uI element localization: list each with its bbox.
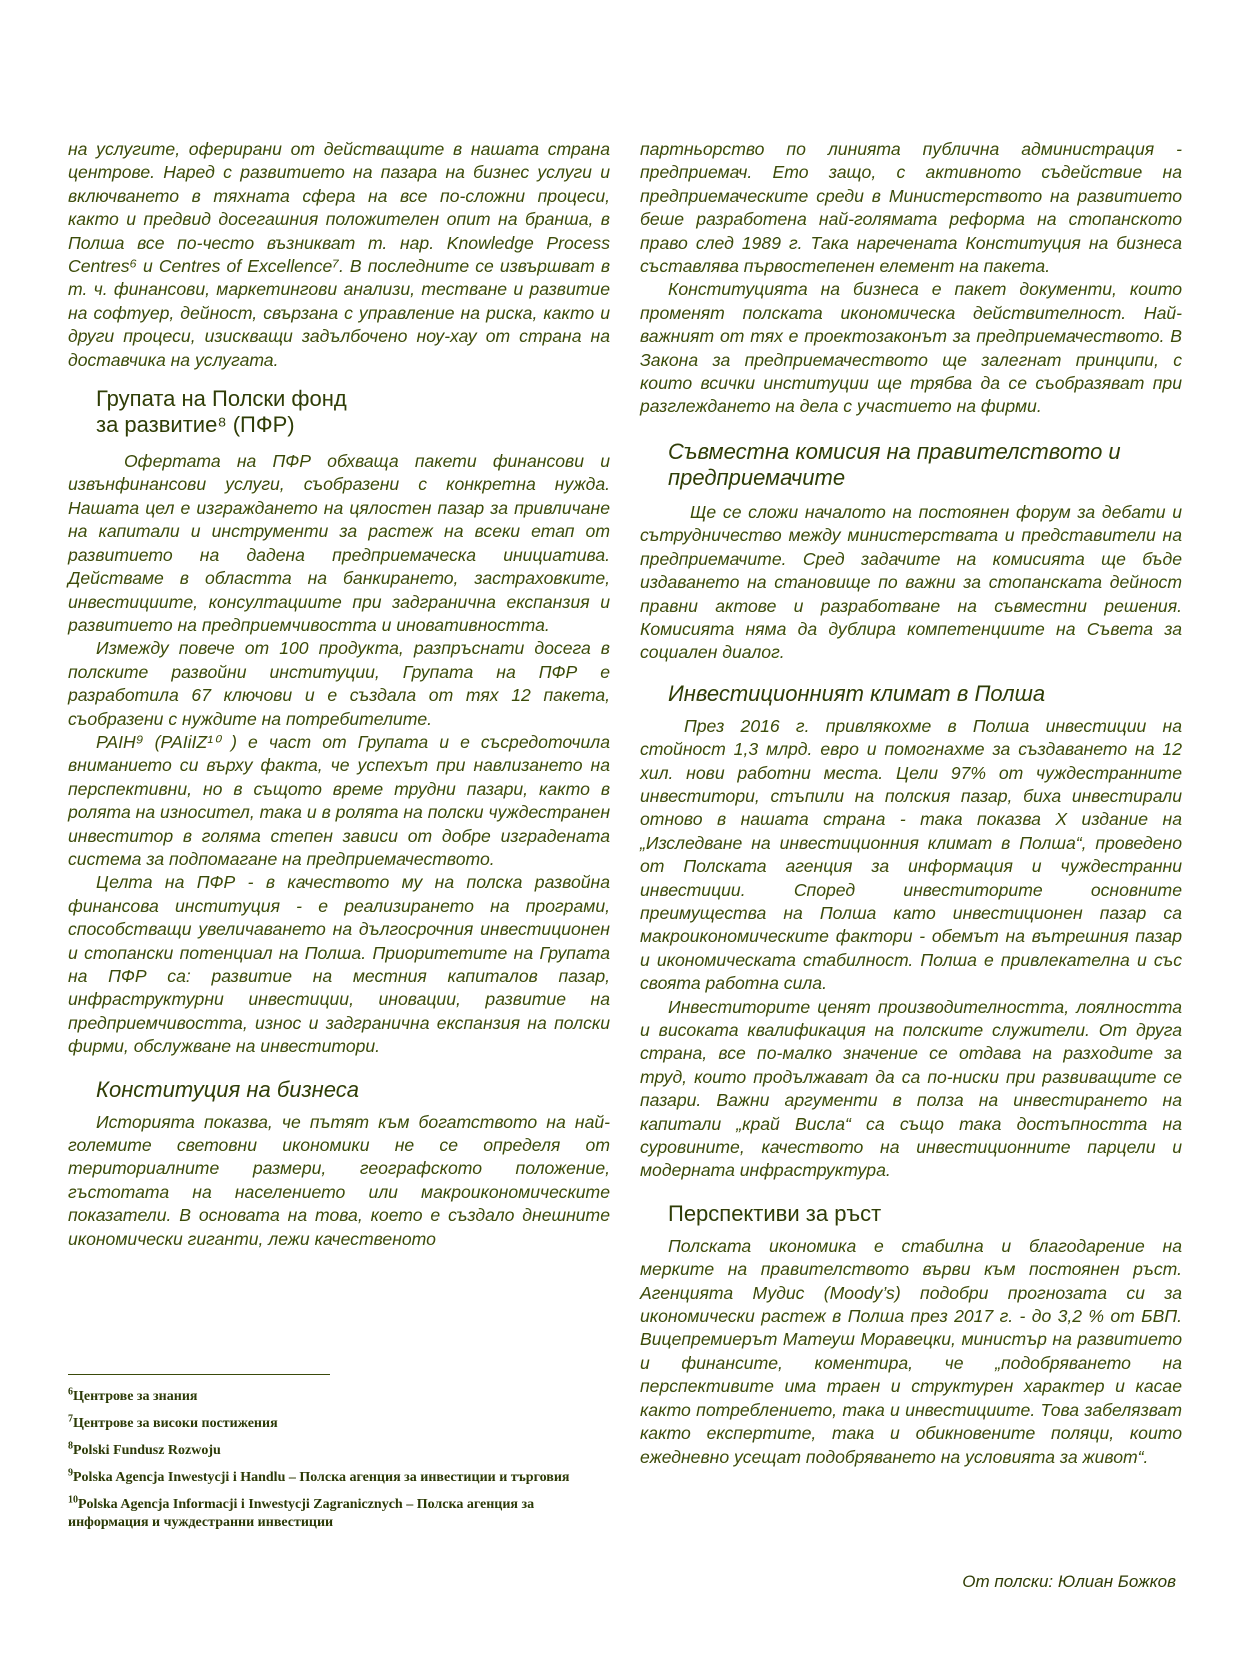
left-column xyxy=(68,138,610,1251)
section-heading-growth: Перспективи за ръст xyxy=(668,1200,882,1226)
paragraph: PAIH⁹ (PAIiIZ¹⁰ ) е част от Групата и е съсредоточила вниманието си върху факта, че успехът при навлизането на перспективни, но в същото време трудни пазари, както в ролята на износител, така и в ролята на полски чуждестранен инвеститор в голяма степен зависи от добре изградената система за подпомагане на предприемачеството. xyxy=(68,731,610,869)
paragraph: Конституцията на бизнеса е пакет документи, които променят полската икономическа действителност. Най-важният от тях е проектозаконът за предприемачеството. В Закона за предприемачеството ще залегнат принципи, с които всички институции ще трябва да се съобразяват при разглеждането на дела с участието на фирми. xyxy=(640,279,1182,417)
paragraph: Полската икономика е стабилна и благодарение на мерките на правителството върви към постоянен ръст. Агенцията Мудис (Moody’s) подобри прогнозата си за икономически растеж в Полша през 2017 г. - до 3,2 % от БВП. Вицепремиерът Матеуш Моравецки, министър на развитието и финансите, коментира, че „подобряването на перспективите има траен и структурен характер и касае както потреблението, така и инвестициите. Това забелязват както експертите, така и обикновените поляци, които ежедневно усещат подобряването на условията за живот“. xyxy=(640,1235,1182,1467)
paragraph: Историята показва, че пътят към богатството на най-големите световни икономики не се определя от териториалните размери, географското положение, гъстотата на населението или макроикономическите показатели. В основата на това, което е създало днешните икономически гиганти, лежи качественото xyxy=(68,1111,610,1249)
paragraph: партньорство по линията публична администрация - предприемач. Ето защо, с активното съдействие на предприемаческите среди в Министерството на развитието беше разработена най-голямата реформа на стопанското право след 1989 г. Така наречената Конституция на бизнеса съставлява първостепенен елемент на пакета. xyxy=(640,139,1182,277)
section-heading-investment-climate: Инвестиционният климат в Полша xyxy=(668,680,1046,706)
footnote: $^8$Polski Fundusz Rozwoju xyxy=(68,1440,221,1458)
paragraph: Измежду повече от 100 продукта, разпръснати досега в полските развойни институции, Групата на ПФР е разработила 67 ключови и е създала от тях 12 пакета, съобразени с нуждите на потребителите. xyxy=(68,638,610,729)
translator-signature: От полски: Юлиан Божков xyxy=(962,1572,1176,1591)
section-heading-commission: Съвместна комисия на правителството и предприемачите xyxy=(668,438,1121,490)
right-column xyxy=(640,138,1182,1469)
footnotes xyxy=(68,1388,618,1541)
paragraph: През 2016 г. привлякохме в Полша инвестиции на стойност 1,3 млрд. евро и помогнахме за създаването на 12 хил. нови работни места. Цели 97% от чуждестранните инвеститори, стъпили на полския пазар, биха инвестирали отново в нашата страна - така показва X издание на „Изследване на инвестиционния климат в Полша“, проведено от Полската агенция за информация и чуждестранни инвестиции. Според инвеститорите основните преимущества на Полша като инвестиционен пазар са макроикономическите фактори - обемът на вътрешния пазар и икономическата стабилност. Полша е привлекателна и със своята работна сила. xyxy=(640,715,1182,994)
paragraph: Инвеститорите ценят производителността, лоялността и високата квалификация на полските служители. От друга страна, все по-малко значение се отдава на разходите за труд, които продължават да са по-ниски при развиващите се пазари. Важни аргументи в полза на инвестирането на капитали „край Висла“ са също така достъпността на суровините, качеството на инвестиционните парцели и модерната инфраструктура. xyxy=(640,996,1182,1181)
footnote: $^9$Polska Agencja Inwestycji i Handlu – Полска агенция за инвестиции и търговия xyxy=(68,1467,570,1485)
heading-line: за развитие⁸ (ПФР) xyxy=(96,412,295,438)
paragraph: Целта на ПФР - в качеството му на полска развойна финансова институция - е реализирането на програми, способстващи увеличаването на дългосрочния инвестиционен и стопански потенциал на Полша. Приоритетите на Групата на ПФР са: развитие на местния капиталов пазар, инфраструктурни инвестиции, иновации, развитие на предприемчивостта, износ и задгранична експанзия на полски фирми, обслужване на инвеститори. xyxy=(68,872,610,1057)
footnote: $^{10}$Polska Agencja Informacji i Inwestycji Zagranicznych – Полска агенция за информация и чуждестранни инвестиции xyxy=(68,1494,535,1530)
section-heading-constitution: Конституция на бизнеса xyxy=(96,1076,360,1102)
section-heading-pfr xyxy=(96,386,610,438)
footnote-divider xyxy=(68,1374,330,1375)
heading-line: Групата на Полски фонд xyxy=(96,386,347,412)
paragraph: Ще се сложи началото на постоянен форум за дебати и сътрудничество между министерствата и представители на предприемачите. Сред задачите на комисията ще бъде издаването на становище по важни за стопанската дейност правни актове и разработване на съвместни решения. Комисията няма да дублира компетенциите на Съвета за социален диалог. xyxy=(640,501,1182,663)
footnote: $^7$Центрове за високи постижения xyxy=(68,1413,278,1431)
paragraph: на услугите, оферирани от действащите в нашата страна центрове. Наред с развитието на пазара на бизнес услуги и включването в тяхната сфера на все по-сложни процеси, както и предвид досегашния положителен опит на бранша, в Полша все по-често възникват т. нар. Knowledge Process Centres⁶ и Centres of Excellence⁷. В последните се извършват в т. ч. финансови, маркетингови анализи, тестване и развитие на софтуер, дейност, свързана с управление на риска, както и други процеси, изискващи задълбочено ноу-хау от страна на доставчика на услугата. xyxy=(68,139,610,370)
paragraph: Офертата на ПФР обхваща пакети финансови и извънфинансови услуги, съобразени с конкретна нужда. Нашата цел е изграждането на цялостен пазар за привличане на капитали и инструменти за растеж на всеки етап от развитието на дадена предприемаческа инициатива. Действаме в областта на банкирането, застраховките, инвестициите, консултациите при задгранична експанзия и развитието на предприемчивостта и иновативността. xyxy=(68,451,610,635)
footnote: $^6$Центрове за знания xyxy=(68,1386,198,1404)
